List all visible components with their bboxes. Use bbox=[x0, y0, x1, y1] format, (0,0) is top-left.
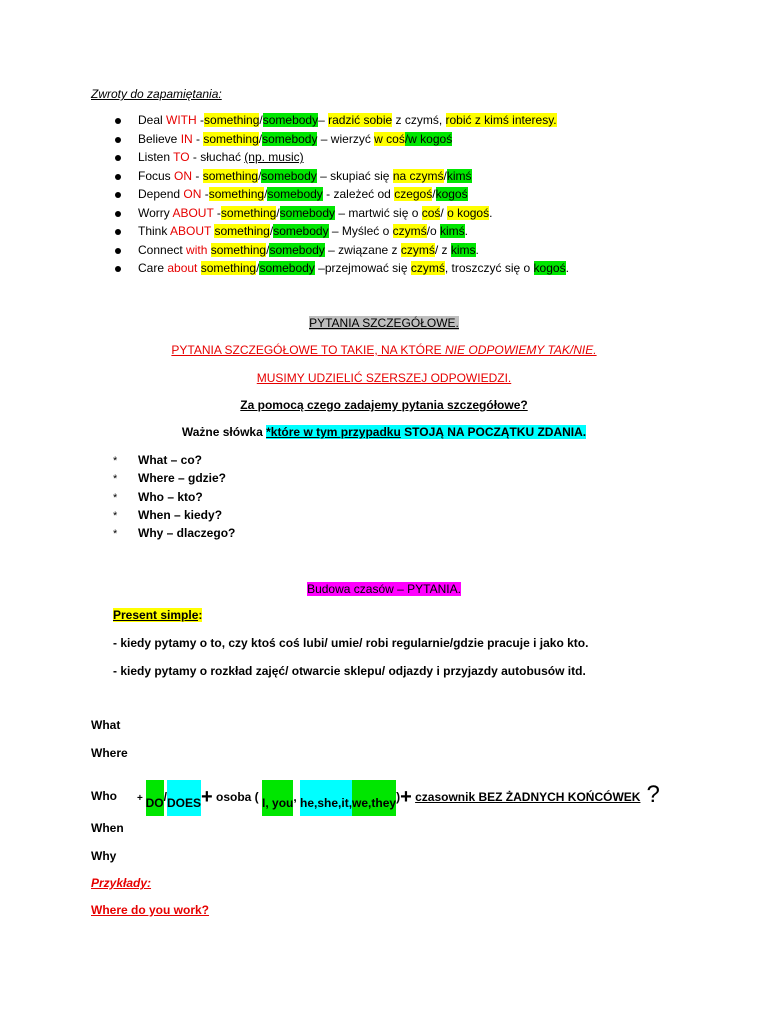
list-item: Deal WITH -something/somebody– radzić sobie z czymś, robić z kimś interesy. bbox=[115, 111, 569, 130]
list-item: Worry ABOUT -something/somebody – martwić się o coś/ o kogoś. bbox=[115, 204, 569, 223]
important-words: Ważne słówka *które w tym przypadku STOJĄ NA POCZĄTKU ZDANIA. bbox=[181, 425, 587, 439]
present-simple-label: Present simple: bbox=[113, 608, 203, 622]
star-bullet: * bbox=[113, 491, 118, 504]
examples-label: Przykłady: bbox=[91, 876, 152, 890]
list-item: Care about something/somebody –przejmować się czymś, troszczyć się o kogoś. bbox=[115, 259, 569, 278]
question-formula: + DO/DOES+ osoba ( I, you, he,she,it,we,they)+ czasownik BEZ ŻADNYCH KOŃCÓWEK ? bbox=[137, 772, 660, 808]
star-bullet: * bbox=[113, 528, 118, 541]
list-item: Think ABOUT something/somebody – Myśleć o czymś/o kimś. bbox=[115, 222, 569, 241]
list-item: Focus ON - something/somebody – skupiać się na czymś/kimś bbox=[115, 167, 569, 186]
star-bullet: * bbox=[113, 473, 118, 486]
list-item: Listen TO - słuchać (np. music) bbox=[115, 148, 569, 167]
list-item: Connect with something/somebody – związane z czymś/ z kims. bbox=[115, 241, 569, 260]
usage-1: - kiedy pytamy o to, czy ktoś coś lubi/ umie/ robi regularnie/gdzie pracuje i jako kto. bbox=[113, 636, 589, 650]
list-item: Depend ON -something/somebody - zależeć od czegoś/kogoś bbox=[115, 185, 569, 204]
list-item: * Who – kto? bbox=[113, 488, 235, 506]
question-word-list bbox=[113, 451, 235, 542]
section-title-questions: PYTANIA SZCZEGÓŁOWE. bbox=[309, 316, 459, 330]
phrase-list bbox=[115, 111, 569, 278]
questions-must: MUSIMY UDZIELIĆ SZERSZEJ ODPOWIEDZI. bbox=[256, 371, 512, 385]
usage-2: - kiedy pytamy o rozkład zajęć/ otwarcie sklepu/ odjazdy i przyjazdy autobusów itd. bbox=[113, 664, 586, 678]
section-title-tenses: Budowa czasów – PYTANIA. bbox=[307, 582, 461, 596]
list-item: * Why – dlaczego? bbox=[113, 524, 235, 542]
list-item: Believe IN - something/somebody – wierzyć w coś/w kogoś bbox=[115, 130, 569, 149]
wh-word: When bbox=[91, 821, 124, 835]
question-mark: ? bbox=[646, 781, 660, 808]
wh-word: Who bbox=[91, 789, 117, 803]
star-bullet: * bbox=[113, 509, 118, 522]
wh-word: Why bbox=[91, 849, 117, 863]
list-item: * When – kiedy? bbox=[113, 506, 235, 524]
questions-definition: PYTANIA SZCZEGÓŁOWE TO TAKIE, NA KTÓRE NIE ODPOWIEMY TAK/NIE. bbox=[171, 343, 597, 357]
star-bullet: * bbox=[113, 455, 118, 467]
heading: Zwroty do zapamiętania: bbox=[91, 87, 222, 101]
questions-how: Za pomocą czego zadajemy pytania szczegółowe? bbox=[240, 398, 528, 412]
wh-word: What bbox=[91, 718, 121, 732]
list-item: * Where – gdzie? bbox=[113, 469, 235, 487]
wh-word: Where bbox=[91, 746, 128, 760]
example-1: Where do you work? bbox=[91, 903, 210, 917]
list-item: * What – co? bbox=[113, 451, 235, 469]
